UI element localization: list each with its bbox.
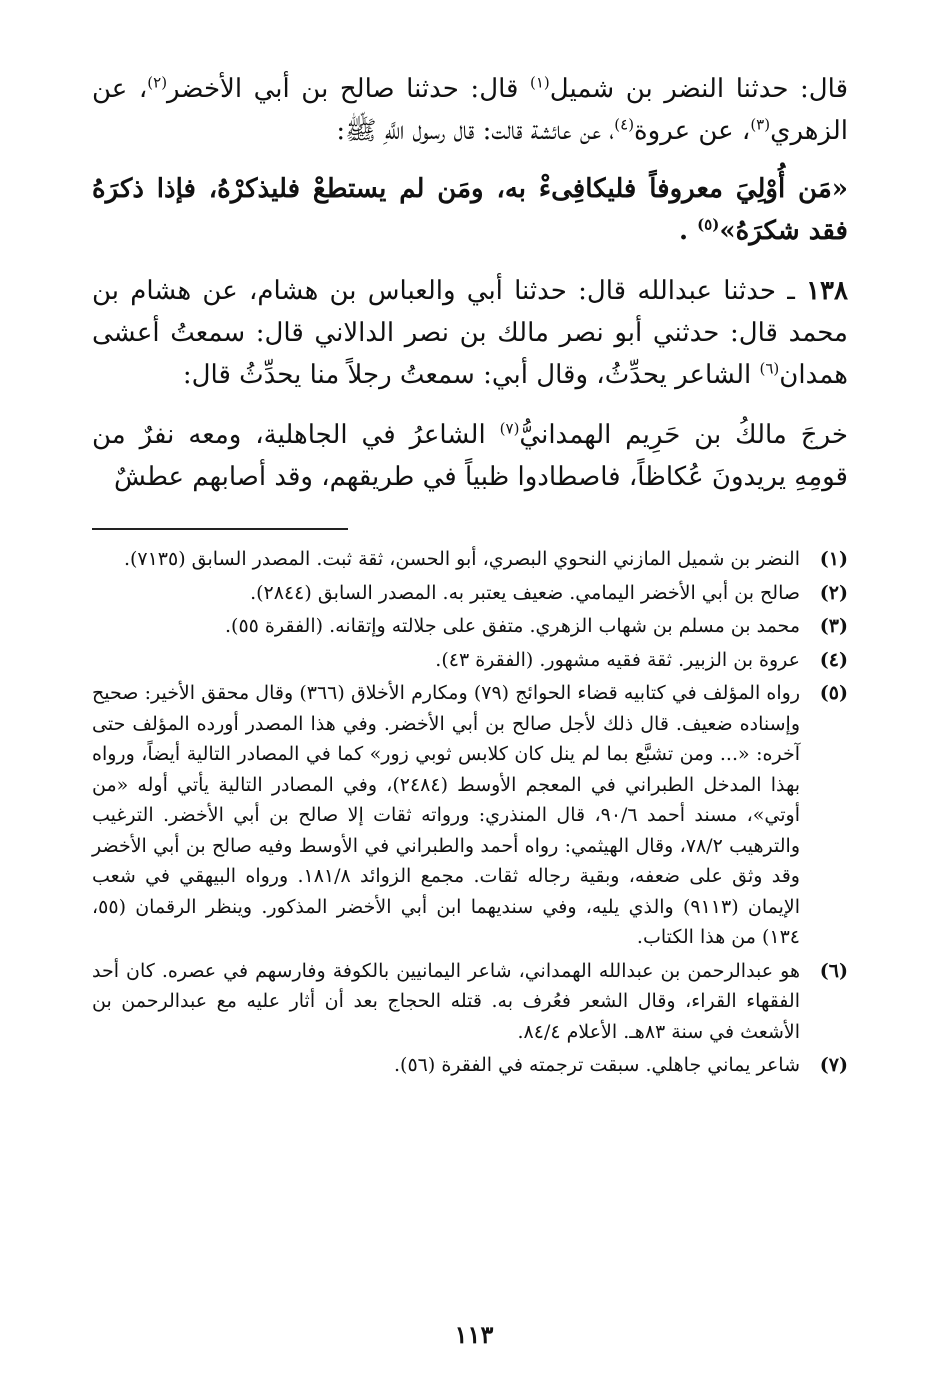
page-number: ١١٣ <box>454 1320 494 1349</box>
footnote-item <box>92 1050 848 1081</box>
footnote-number: (٢) <box>819 581 848 604</box>
text-segment: الشاعرُ في الجاهلية، ومعه نفرٌ من قومِهِ يريدونَ عُكاظاً، فاصطادوا ظبياً في طريقهم، وقد أصابهم عطشٌ <box>92 420 848 492</box>
footnote-item <box>92 611 848 642</box>
footnote-number: (٤) <box>819 648 848 671</box>
footnote-item <box>92 956 848 1048</box>
text-segment: الشاعر يحدِّثُ، وقال أبي: سمعتُ رجلاً منا يحدِّثُ قال: <box>182 360 760 390</box>
text-segment: ـ حدثنا عبدالله قال: حدثنا أبي والعباس بن هشام، عن هشام بن محمد قال: حدثني أبو نصر مالك بن نصر الدالاني قال: سمعتُ أعشى همدان <box>92 276 848 390</box>
text-segment: قال: حدثنا النضر بن شميل <box>549 74 848 104</box>
footnote-number: (٣) <box>819 615 848 637</box>
footnote-item <box>92 578 848 609</box>
footnote-divider-wrap <box>92 498 848 544</box>
text-segment: ، عن الزهري <box>92 74 848 146</box>
footnotes-list <box>92 544 848 1081</box>
paragraph-isnad <box>92 68 848 152</box>
footnote-text: شاعر يماني جاهلي. سبقت ترجمته في الفقرة (٥٦). <box>394 1054 800 1076</box>
hadith-quote <box>92 168 848 252</box>
footnote-text: النضر بن شميل المازني النحوي البصري، أبو الحسن، ثقة ثبت. المصدر السابق (٧١٣٥). <box>123 548 800 570</box>
footnote-text: صالح بن أبي الأخضر اليمامي. ضعيف يعتبر به. المصدر السابق (٢٨٤٤). <box>250 581 800 604</box>
text-segment: ، عن عائشة قالت: قال رسول اللَّهِ ﷺ: <box>336 116 615 146</box>
footnote-number: (١) <box>819 548 848 570</box>
narrative-paragraph <box>92 414 848 498</box>
footnote-ref-3[interactable]: (٣) <box>750 115 771 134</box>
footnote-item <box>92 678 848 953</box>
hadith-138-paragraph <box>92 270 848 396</box>
footnote-item <box>92 544 848 575</box>
footnote-ref-7[interactable]: (٧) <box>499 419 520 438</box>
footnote-text: عروة بن الزبير. ثقة فقيه مشهور. (الفقرة ٤٣). <box>435 648 800 671</box>
quote-text: «مَن أُوْلِيَ معروفاً فليكافِىءْ به، ومَن لم يستطعْ فليذكرْهُ، فإذا ذكرَهُ فقد شكرَهُ» <box>92 174 848 246</box>
footnote-number: (٦) <box>819 959 848 982</box>
footnote-text: هو عبدالرحمن بن عبدالله الهمداني، شاعر اليمانيين بالكوفة وفارسهم في عصره. كان أحد الفقهاء القراء، وقال الشعر فعُرف به. قتله الحجاج بعد أن أثار عليه مع عبدالرحمن بن الأشعث في سنة ٨٣هـ. الأعلام ٨٤/٤. <box>92 959 800 1043</box>
footnote-item <box>92 645 848 676</box>
page-content <box>92 68 848 1084</box>
footnote-text: رواه المؤلف في كتابيه قضاء الحوائج (٧٩) ومكارم الأخلاق (٣٦٦) وقال محقق الأخير: صحيح وإسناده ضعيف. قال ذلك لأجل صالح بن أبي الأخضر. وفي هذا المصدر أورده المؤلف حتى آخره: «... ومن تشبَّع بما لم ينل كان كلابس ثوبي زور» كما في المصادر التالية أيضاً، ورواه بهذا المدخل الطبراني في المعجم الأوسط (٢٤٨٤)، وفي المصادر التالية يأتي أوله «من أوتي»، مسند أحمد ٩٠/٦، قال المنذري: ورواته ثقات إلا صالح بن أبي الأخضر. الترغيب والترهيب ٧٨/٢، وقال الهيثمي: رواه أحمد والطبراني في الأوسط وفيه صالح بن أبي الأخضر وقد وثق على ضعفه، وبقية رجاله ثقات. مجمع الزوائد ١٨١/٨. ورواه البيهقي في شعب الإيمان (٩١١٣) والذي يليه، وفي سنديهما ابن أبي الأخضر المذكور. وينظر الرقمان (٥٥، ١٣٤) من هذا الكتاب. <box>92 682 801 948</box>
footnote-ref-5[interactable]: (٥) <box>697 215 720 234</box>
text-segment: خرجَ مالكُ بن حَرِيم الهمدانيُّ <box>519 420 848 450</box>
footnote-divider <box>92 528 348 530</box>
hadith-number: ١٣٨ <box>806 276 848 306</box>
footnote-ref-1[interactable]: (١) <box>530 73 550 92</box>
text-segment: ، عن عروة <box>634 116 751 146</box>
footnote-ref-4[interactable]: (٤) <box>614 115 635 134</box>
footnote-number: (٧) <box>819 1054 848 1076</box>
footnote-ref-2[interactable]: (٢) <box>147 73 168 92</box>
footnote-number: (٥) <box>819 682 848 704</box>
quote-end: . <box>678 216 698 246</box>
footnote-text: محمد بن مسلم بن شهاب الزهري. متفق على جلالته وإتقانه. (الفقرة ٥٥). <box>224 615 800 637</box>
footnote-ref-6[interactable]: (٦) <box>759 359 780 378</box>
text-segment: قال: حدثنا صالح بن أبي الأخضر <box>167 74 530 104</box>
